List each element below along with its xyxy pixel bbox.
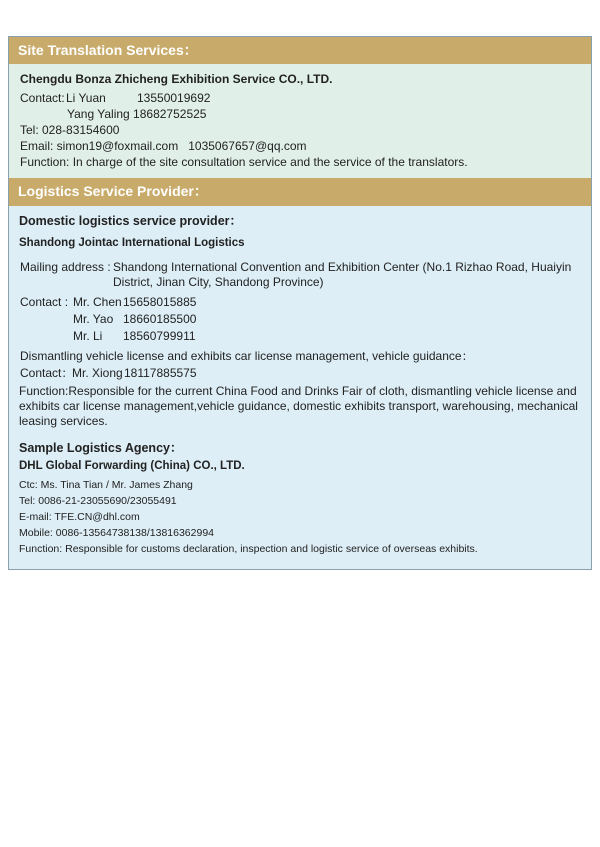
sample-tel: Tel: 0086-21-23055690/23055491: [19, 495, 177, 507]
site-company-name: Chengdu Bonza Zhicheng Exhibition Service CO., LTD.: [20, 72, 333, 86]
logistics-header: Logistics Service Provider：: [9, 178, 591, 205]
mailing-label: Mailing address :: [20, 260, 111, 274]
domestic-contacts: [19, 294, 581, 345]
sample-email: E-mail: TFE.CN@dhl.com: [19, 511, 140, 523]
logistics-section: [9, 205, 591, 569]
domestic-title: Domestic logistics service provider：: [19, 214, 243, 228]
dismantling-contact-name: Mr. Xiong: [72, 366, 123, 380]
contact-phone: 15658015885: [123, 295, 197, 309]
site-contact-row-2: Yang Yaling 18682752525: [67, 107, 207, 121]
mailing-value: Shandong International Convention and Exhibition Center (No.1 Rizhao Road, Huaiyin District, Jinan City, Shandong Province): [113, 260, 572, 289]
info-frame: [8, 36, 592, 570]
site-translation-header: Site Translation Services：: [9, 37, 591, 64]
site-translation-section: [9, 64, 591, 178]
dismantling-contact-label: Contact：: [20, 366, 74, 380]
contact-label: Contact :: [20, 295, 69, 309]
dismantling-contact-row: [19, 366, 581, 381]
domestic-company: Shandong Jointac International Logistics: [19, 237, 245, 249]
contact-name: Mr. Li: [73, 329, 103, 343]
site-contact1-name: Li Yuan: [66, 91, 106, 105]
domestic-function: Function:Responsible for the current China Food and Drinks Fair of cloth, dismantling vehicle license and exhibits car license management,vehicle guidance, domestic exhibits transport, warehousing, mechanical leasing services.: [19, 384, 578, 428]
site-contact-label: Contact:: [20, 91, 65, 105]
site-contact1-phone: 13550019692: [137, 91, 211, 105]
contact-row: [20, 328, 581, 345]
contact-row: [20, 311, 581, 328]
sample-mobile: Mobile: 0086-13564738138/13816362994: [19, 527, 215, 539]
contact-name: Mr. Yao: [73, 312, 114, 326]
contact-phone: 18660185500: [123, 312, 197, 326]
contact-row: [20, 294, 581, 311]
contact-name: Mr. Chen: [73, 295, 122, 309]
sample-company: DHL Global Forwarding (China) CO., LTD.: [19, 460, 245, 472]
dismantling-contact-phone: 18117885575: [124, 366, 197, 380]
site-email: Email: simon19@foxmail.com 1035067657@qq.com: [20, 139, 307, 153]
mailing-address-row: [19, 260, 581, 290]
site-tel: Tel: 028-83154600: [20, 123, 120, 137]
site-contact-row-1: [20, 90, 580, 106]
sample-function: Function: Responsible for customs declaration, inspection and logistic service of overseas exhibits.: [19, 543, 478, 555]
sample-ctc: Ctc: Ms. Tina Tian / Mr. James Zhang: [19, 479, 193, 491]
site-function: Function: In charge of the site consultation service and the service of the translators.: [20, 155, 468, 169]
dismantling-title: Dismantling vehicle license and exhibits car license management, vehicle guidance：: [20, 349, 474, 363]
contact-phone: 18560799911: [123, 329, 196, 343]
sample-title: Sample Logistics Agency：: [19, 441, 183, 455]
